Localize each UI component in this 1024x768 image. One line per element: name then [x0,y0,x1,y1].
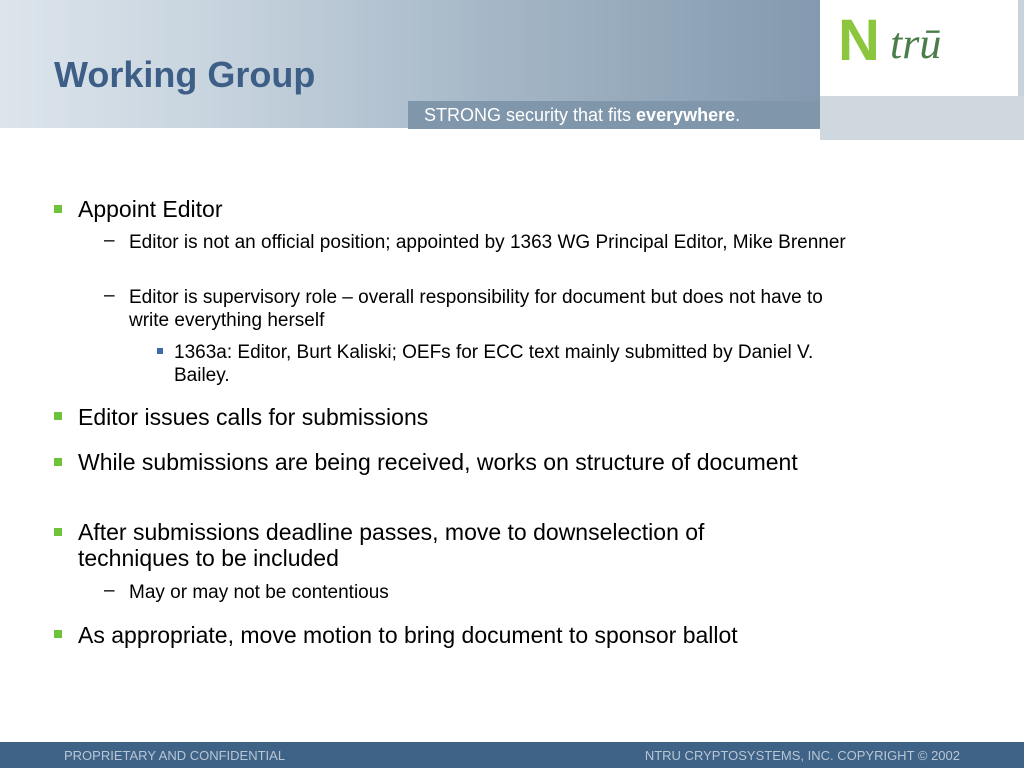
bullet-downselection: After submissions deadline passes, move to downselection of techniques to be included [78,519,705,571]
slide-title: Working Group [54,54,316,95]
dash-bullet-icon: – [104,580,115,601]
bullet-square-icon [54,630,62,638]
bullet-square-icon [54,205,62,213]
bullet-sponsor-ballot: As appropriate, move motion to bring document to sponsor ballot [78,622,738,648]
bullet-appoint-editor: Appoint Editor [78,196,223,222]
footer-copyright: NTRU CRYPTOSYSTEMS, INC. COPYRIGHT © 2002 [644,748,960,763]
tagline-emphasis: everywhere [636,105,736,125]
sub-bullet-editor-position: Editor is not an official position; appointed by 1363 WG Principal Editor, Mike Brenner [129,232,846,253]
small-square-bullet-icon [157,348,163,354]
bullet-square-icon [54,528,62,536]
sub-bullet-contentious: May or may not be contentious [129,582,389,603]
sub-sub-bullet-1363a: 1363a: Editor, Burt Kaliski; OEFs for ECC text mainly submitted by Daniel V. Bailey. [174,342,814,386]
dash-bullet-icon: – [104,230,115,251]
footer-confidential: PROPRIETARY AND CONFIDENTIAL [64,748,286,763]
bullet-square-icon [54,458,62,466]
tagline-period: . [735,105,741,125]
tagline-text: STRONG security that fits [424,105,637,125]
bullet-structure-of-document: While submissions are being received, works on structure of document [78,449,798,475]
dash-bullet-icon: – [104,285,115,306]
bullet-calls-for-submissions: Editor issues calls for submissions [78,404,429,430]
ntru-logo-text: trū [890,19,942,68]
ntru-logo-n: N [838,8,880,73]
sub-bullet-editor-role: Editor is supervisory role – overall responsibility for document but does not have to write everything herself [129,287,823,331]
bullet-square-icon [54,412,62,420]
